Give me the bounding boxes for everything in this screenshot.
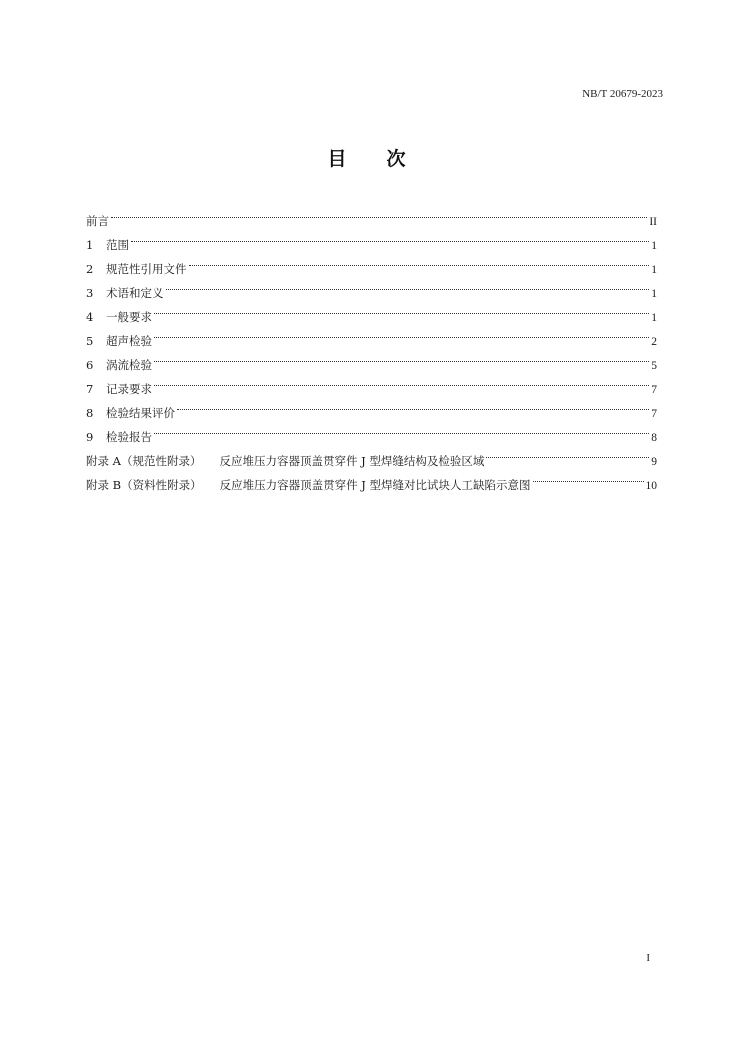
toc-page: II [649,216,657,228]
toc-number: 1 [86,238,94,252]
toc-item-inspection-report[interactable] [86,417,657,444]
toc-item-annex-a[interactable] [86,441,657,468]
toc-leader [154,297,649,321]
toc-number: 2 [86,262,94,276]
toc-item-result-evaluation[interactable] [86,393,657,420]
toc-label: 前言 [86,214,109,228]
toc-number: 5 [86,334,94,348]
toc-item-normative-references[interactable] [86,249,657,276]
toc-label: 规范性引用文件 [106,262,187,276]
table-of-contents [86,201,657,492]
toc-item-scope[interactable] [86,225,657,252]
toc-label: 涡流检验 [106,358,152,372]
toc-page: 1 [651,312,657,324]
toc-leader [154,369,649,393]
toc-label: 记录要求 [106,382,152,396]
toc-page: 1 [651,240,657,252]
toc-page: 2 [651,336,657,348]
toc-number: 4 [86,310,94,324]
title-char-2: 次 [386,148,406,170]
toc-leader [131,225,649,249]
toc-item-terms-definitions[interactable] [86,273,657,300]
toc-page: 1 [651,264,657,276]
toc-page: 8 [651,432,657,444]
toc-number: 6 [86,358,94,372]
toc-page: 5 [651,360,657,372]
toc-number: 7 [86,382,94,396]
toc-label: 附录 A（规范性附录） [86,454,202,468]
toc-leader [111,201,647,225]
document-code: NB/T 20679-2023 [582,88,663,100]
toc-item-general-requirements[interactable] [86,297,657,324]
toc-label: 一般要求 [106,310,152,324]
toc-leader [486,441,649,465]
toc-number: 3 [86,286,94,300]
toc-item-recording-requirements[interactable] [86,369,657,396]
toc-leader [189,249,650,273]
toc-leader [533,465,644,489]
toc-page: 1 [651,288,657,300]
page-number: I [646,952,650,964]
toc-number: 9 [86,430,94,444]
toc-leader [177,393,649,417]
toc-leader [154,345,649,369]
toc-leader [166,273,650,297]
toc-page: 9 [651,456,657,468]
toc-label: 范围 [106,238,129,252]
toc-label: 超声检验 [106,334,152,348]
toc-label: 检验报告 [106,430,152,444]
toc-item-ultrasonic-inspection[interactable] [86,321,657,348]
title-char-1: 目 [327,148,347,170]
toc-label: 术语和定义 [106,286,164,300]
toc-item-foreword[interactable] [86,201,657,228]
toc-leader [154,321,649,345]
toc-page: 7 [651,384,657,396]
toc-leader [154,417,649,441]
toc-label: 检验结果评价 [106,406,175,420]
toc-item-eddy-current-inspection[interactable] [86,345,657,372]
toc-annex-title: 反应堆压力容器顶盖贯穿件 J 型焊缝对比试块人工缺陷示意图 [219,478,531,492]
toc-number: 8 [86,406,94,420]
toc-annex-title: 反应堆压力容器顶盖贯穿件 J 型焊缝结构及检验区域 [219,454,485,468]
toc-page: 10 [645,480,657,492]
toc-label: 附录 B（资料性附录） [86,478,202,492]
page-title [0,144,733,171]
toc-page: 7 [651,408,657,420]
